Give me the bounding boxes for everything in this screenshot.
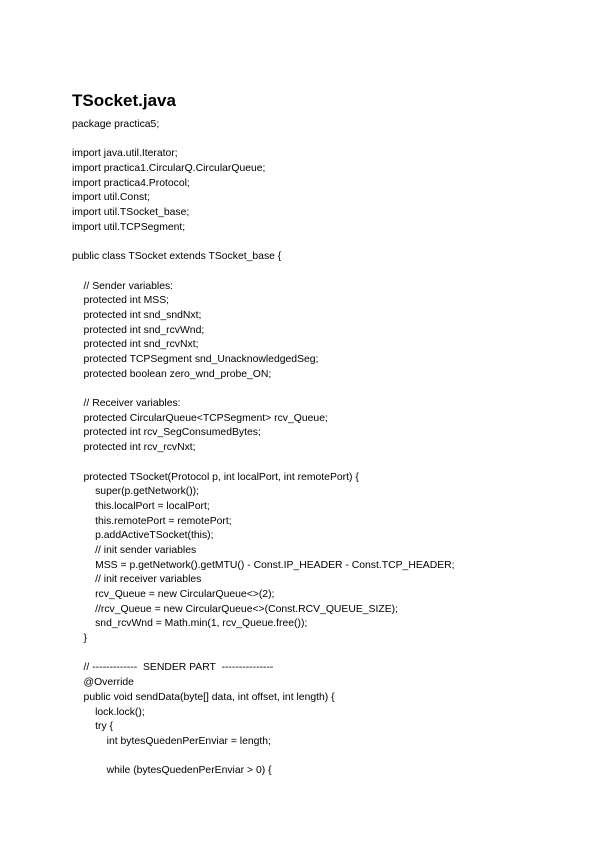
code-line xyxy=(72,647,455,662)
code-line: this.remotePort = remotePort; xyxy=(72,515,232,527)
code-line: import practica4.Protocol; xyxy=(72,177,190,189)
code-line xyxy=(72,456,455,471)
code-line: // Sender variables: xyxy=(72,280,174,292)
code-line: while (bytesQuedenPerEnviar > 0) { xyxy=(72,765,272,777)
code-line: import practica1.CircularQ.CircularQueue; xyxy=(72,163,266,175)
code-line: protected int snd_rcvWnd; xyxy=(72,324,205,336)
code-line: protected TCPSegment snd_UnacknowledgedSeg; xyxy=(72,354,319,365)
code-line: } xyxy=(72,633,88,645)
code-line xyxy=(72,236,455,251)
code-line: protected CircularQueue<TCPSegment> rcv_Queue; xyxy=(72,412,328,424)
document-title: TSocket.java xyxy=(72,91,176,110)
code-line: snd_rcvWnd = Math.min(1, rcv_Queue.free()); xyxy=(72,618,308,630)
code-line: protected int snd_rcvNxt; xyxy=(72,339,199,351)
code-line: import util.TSocket_base; xyxy=(72,207,190,219)
code-line: //rcv_Queue = new CircularQueue<>(Const.RCV_QUEUE_SIZE); xyxy=(72,603,398,615)
code-line: super(p.getNetwork()); xyxy=(72,486,200,498)
code-line: p.addActiveTSocket(this); xyxy=(72,530,214,542)
code-line: public class TSocket extends TSocket_base { xyxy=(72,251,282,263)
code-line: // init sender variables xyxy=(72,544,197,556)
code-line xyxy=(72,750,455,765)
code-line: protected TSocket(Protocol p, int localPort, int remotePort) { xyxy=(72,471,359,483)
code-line: // Receiver variables: xyxy=(72,398,181,410)
code-line: // init receiver variables xyxy=(72,574,202,586)
code-line: protected int rcv_rcvNxt; xyxy=(72,442,196,454)
code-line: MSS = p.getNetwork().getMTU() - Const.IP_HEADER - Const.TCP_HEADER; xyxy=(72,559,455,571)
code-line: int bytesQuedenPerEnviar = length; xyxy=(72,735,271,747)
code-line: public void sendData(byte[] data, int offset, int length) { xyxy=(72,691,335,703)
code-line xyxy=(72,133,455,148)
code-line: @Override xyxy=(72,677,134,689)
code-line: protected int MSS; xyxy=(72,295,170,307)
code-line: package practica5; xyxy=(72,119,160,130)
code-line: protected boolean zero_wnd_probe_ON; xyxy=(72,368,272,380)
code-listing xyxy=(72,118,455,779)
code-line: protected int snd_sndNxt; xyxy=(72,309,202,321)
code-line: import util.TCPSegment; xyxy=(72,221,186,233)
code-line: protected int rcv_SegConsumedBytes; xyxy=(72,427,261,439)
code-line: rcv_Queue = new CircularQueue<>(2); xyxy=(72,589,275,600)
code-line xyxy=(72,382,455,397)
code-line: lock.lock(); xyxy=(72,706,145,718)
code-line: // ------------- SENDER PART --------------- xyxy=(72,662,274,674)
code-line: this.localPort = localPort; xyxy=(72,500,210,512)
code-line xyxy=(72,265,455,280)
code-line: try { xyxy=(72,721,113,733)
code-line: import java.util.Iterator; xyxy=(72,148,178,160)
code-line: import util.Const; xyxy=(72,192,150,204)
